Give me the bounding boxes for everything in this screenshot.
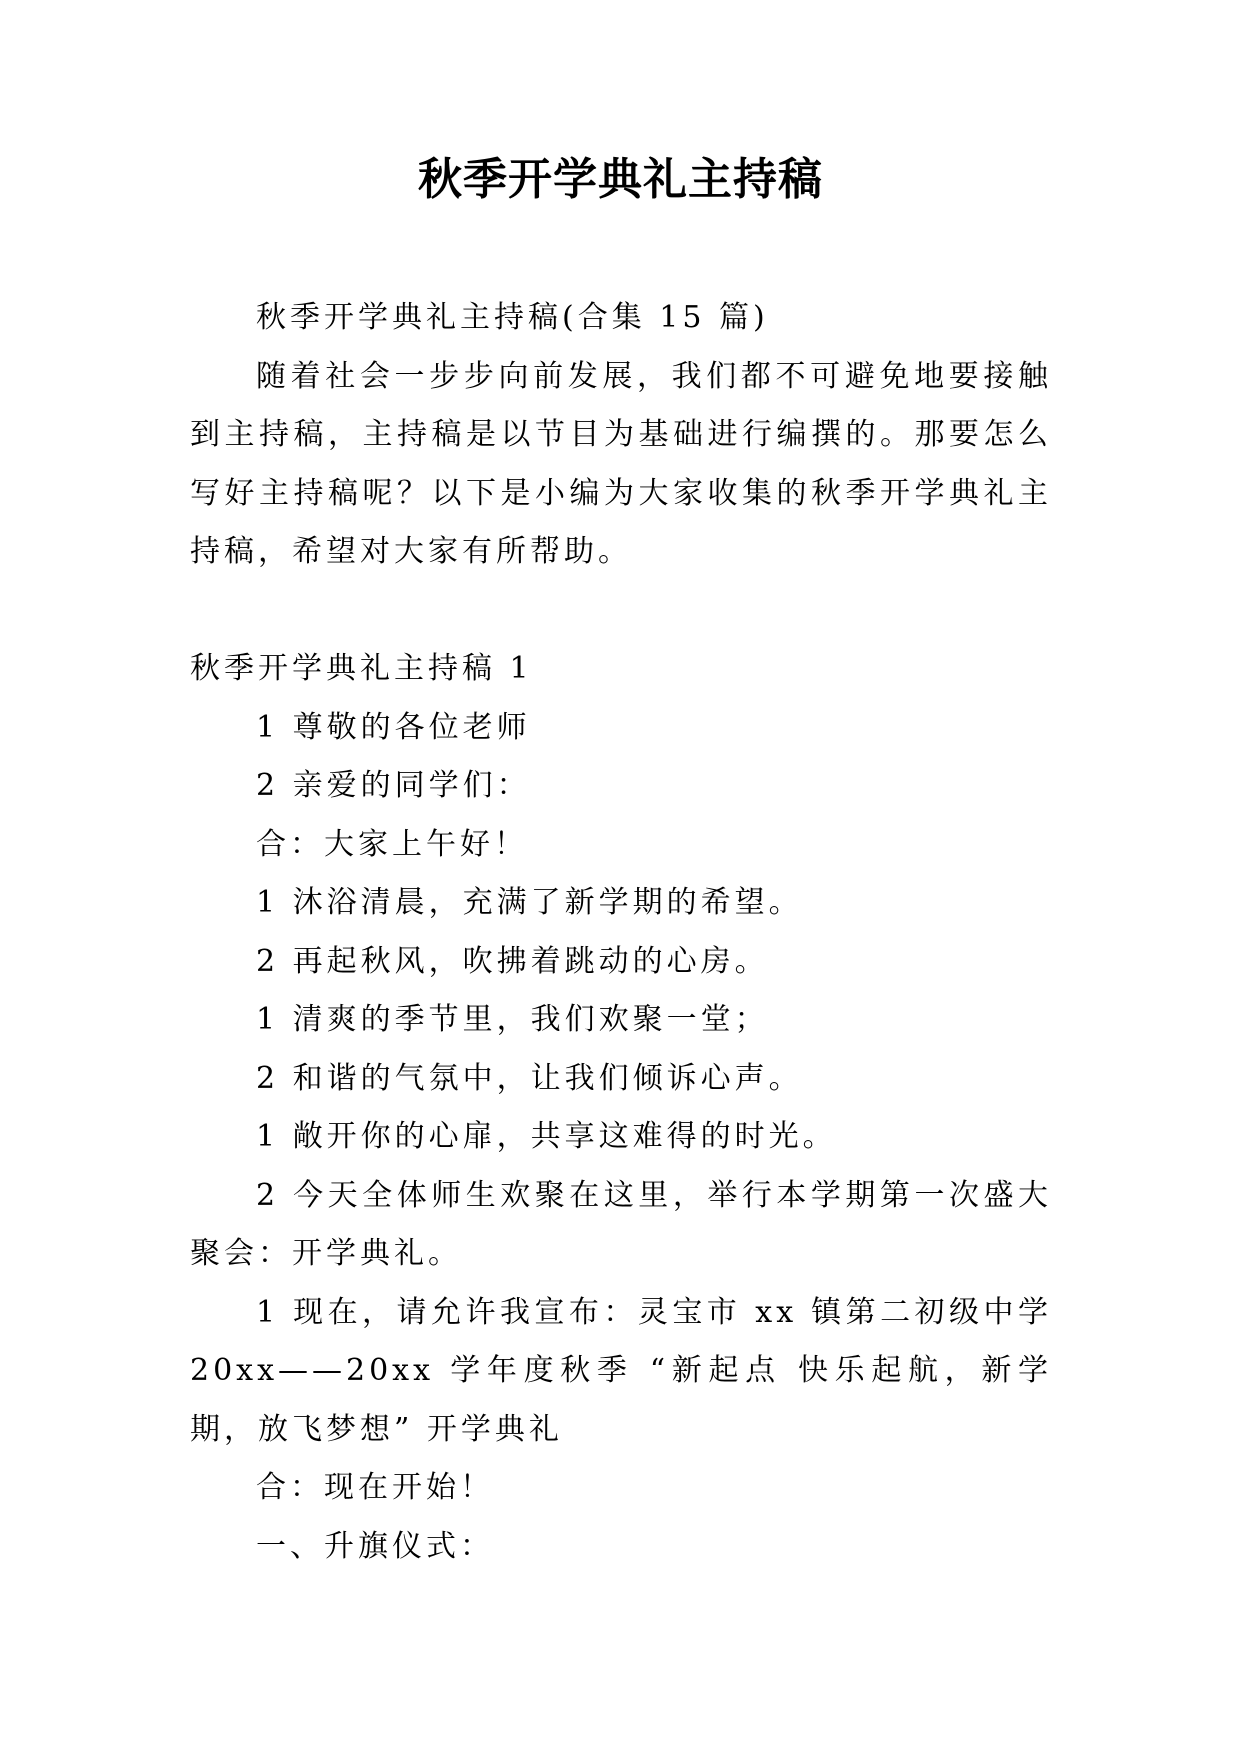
script-line: 2 和谐的气氛中，让我们倾诉心声。 [256, 1060, 803, 1096]
document-title: 秋季开学典礼主持稿 [418, 154, 823, 205]
script-line: 2 再起秋风，吹拂着跳动的心房。 [256, 943, 769, 979]
section-heading: 秋季开学典礼主持稿 1 [190, 651, 533, 686]
script-line: 2 今天全体师生欢聚在这里，举行本学期第一次盛大聚会：开学典礼。 [190, 1177, 1052, 1271]
script-line: 1 敞开你的心扉，共享这难得的时光。 [256, 1119, 837, 1154]
script-line: 一、升旗仪式： [256, 1528, 494, 1564]
intro-paragraph: 随着社会一步步向前发展，我们都不可避免地要接触到主持稿，主持稿是以节目为基础进行编撰的。那要怎么写好主持稿呢？以下是小编为大家收集的秋季开学典礼主持稿，希望对大家有所帮助。 [190, 358, 1052, 569]
paragraph-gap [190, 582, 1052, 641]
document-body [190, 289, 1052, 1576]
script-line: 合：现在开始！ [256, 1470, 494, 1505]
script-line: 2 亲爱的同学们： [256, 768, 531, 803]
intro-subtitle: 秋季开学典礼主持稿(合集 15 篇) [256, 300, 769, 335]
script-line: 1 清爽的季节里，我们欢聚一堂； [256, 1002, 769, 1037]
script-line: 1 沐浴清晨，充满了新学期的希望。 [256, 885, 803, 920]
script-line: 1 尊敬的各位老师 [256, 709, 531, 745]
script-line: 合：大家上午好！ [256, 826, 528, 862]
script-line: 1 现在，请允许我宣布：灵宝市 xx 镇第二初级中学 20xx——20xx 学年度秋季 “新起点 快乐起航，新学期，放飞梦想” 开学典礼 [190, 1294, 1052, 1447]
